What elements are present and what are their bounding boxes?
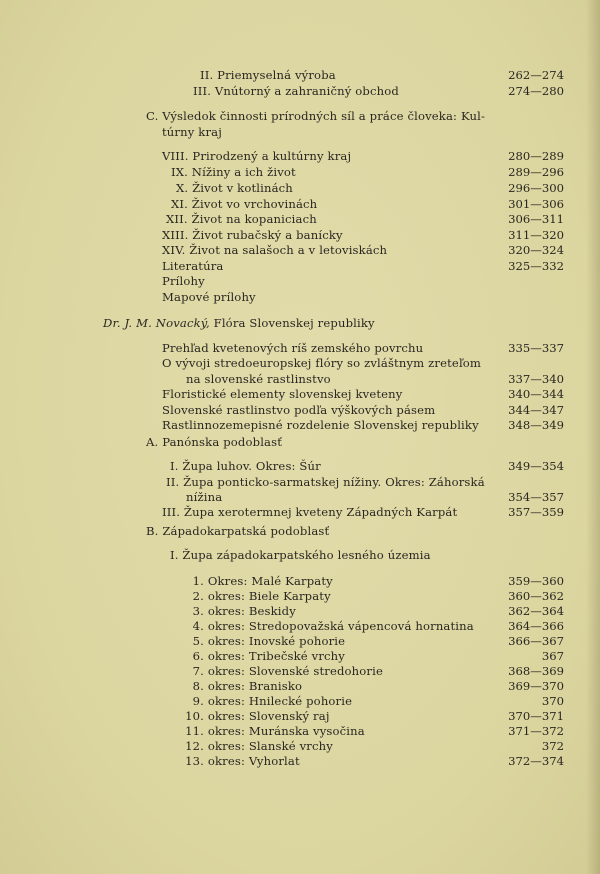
toc-entry-pages: 311—320	[508, 228, 564, 242]
toc-subsection-heading: I. Župa západokarpatského lesného územia	[170, 548, 431, 562]
district-name: okres: Slovenský raj	[207, 709, 330, 723]
district-number: 13.	[185, 754, 204, 768]
district-pages: 367	[541, 649, 564, 663]
toc-entry-pages: 349—354	[508, 459, 564, 473]
toc-entry-text: Prílohy	[162, 274, 205, 288]
district-name: okres: Tribečské vrchy	[207, 649, 345, 663]
district-row	[176, 709, 330, 723]
district-number: 2.	[192, 589, 204, 603]
district-pages: 372	[541, 739, 564, 753]
toc-entry-pages: 296—300	[508, 181, 564, 195]
toc-entry-text: VIII. Prirodzený a kultúrny kraj	[162, 149, 352, 163]
district-pages: 362—364	[508, 604, 564, 618]
district-name: okres: Vyhorlat	[207, 754, 300, 768]
toc-entry-text: Rastlinnozemepisné rozdelenie Slovenskej republiky	[162, 418, 479, 432]
district-number: 7.	[192, 664, 204, 678]
district-pages: 371—372	[508, 724, 564, 738]
toc-entry-text: X. Život v kotlinách	[176, 181, 293, 195]
district-number: 9.	[192, 694, 204, 708]
district-row	[176, 589, 331, 603]
district-number: 6.	[192, 649, 204, 663]
district-row	[176, 604, 296, 618]
toc-entry-pages: 274—280	[508, 84, 564, 98]
district-name: okres: Slanské vrchy	[207, 739, 333, 753]
toc-author-heading	[103, 316, 375, 330]
toc-entry-text: XII. Život na kopaniciach	[166, 212, 317, 226]
toc-entry-pages: 357—359	[508, 505, 564, 519]
toc-entry-pages: 348—349	[508, 418, 564, 432]
toc-entry-text: I. Župa luhov. Okres: Šúr	[170, 459, 321, 473]
toc-entry-pages: 262—274	[508, 68, 564, 82]
district-pages: 359—360	[508, 574, 564, 588]
toc-entry-pages: 325—332	[508, 259, 564, 273]
toc-entry-text-cont: na slovenské rastlinstvo	[186, 372, 331, 386]
district-name: okres: Biele Karpaty	[207, 589, 331, 603]
district-number: 11.	[185, 724, 204, 738]
district-pages: 368—369	[508, 664, 564, 678]
toc-entry-text: Mapové prílohy	[162, 290, 256, 304]
district-name: okres: Slovenské stredohorie	[207, 664, 383, 678]
toc-section-heading: A. Panónska podoblasť	[146, 435, 283, 449]
district-number: 1.	[192, 574, 204, 588]
district-name: okres: Branisko	[207, 679, 303, 693]
district-number: 3.	[192, 604, 204, 618]
district-row	[176, 574, 333, 588]
toc-entry-text: Slovenské rastlinstvo podľa výškových pásem	[162, 403, 436, 417]
district-row	[176, 754, 300, 768]
toc-entry-pages: 289—296	[508, 165, 564, 179]
district-pages: 364—366	[508, 619, 564, 633]
district-pages: 369—370	[508, 679, 564, 693]
district-number: 10.	[185, 709, 204, 723]
district-name: okres: Stredopovažská vápencová hornatina	[207, 619, 474, 633]
toc-entry-text: XI. Život vo vrchovinách	[171, 197, 318, 211]
district-name: Okres: Malé Karpaty	[207, 574, 333, 588]
district-name: okres: Inovské pohorie	[207, 634, 346, 648]
toc-entry-text: Prehľad kvetenových ríš zemského povrchu	[162, 341, 424, 355]
toc-entry-text-cont: nížina	[186, 490, 223, 504]
page-edge-shadow	[586, 0, 600, 874]
toc-entry-pages: 354—357	[508, 490, 564, 504]
district-pages: 372—374	[508, 754, 564, 768]
district-row	[176, 724, 365, 738]
toc-entry-text: XIV. Život na salašoch a v letoviskách	[162, 243, 388, 257]
district-pages: 366—367	[508, 634, 564, 648]
district-number: 5.	[192, 634, 204, 648]
toc-entry-pages: 306—311	[508, 212, 564, 226]
district-row	[176, 739, 333, 753]
district-row	[176, 619, 474, 633]
district-row	[176, 694, 352, 708]
district-number: 4.	[192, 619, 204, 633]
toc-entry-text: III. Vnútorný a zahraničný obchod	[193, 84, 399, 98]
toc-entry-text: Literatúra	[162, 259, 224, 273]
toc-entry-text: Floristické elementy slovenskej kveteny	[162, 387, 403, 401]
toc-entry-text: O vývoji stredoeuropskej flóry so zvláštnym zreteľom	[162, 356, 482, 370]
toc-entry-text: IX. Nížiny a ich život	[171, 165, 296, 179]
district-number: 12.	[185, 739, 204, 753]
toc-entry-text: II. Priemyselná výroba	[200, 68, 336, 82]
district-pages: 370	[541, 694, 564, 708]
toc-section-heading-cont: túrny kraj	[162, 125, 222, 139]
toc-entry-pages: 301—306	[508, 197, 564, 211]
toc-entry-pages: 320—324	[508, 243, 564, 257]
district-pages: 360—362	[508, 589, 564, 603]
toc-entry-pages: 340—344	[508, 387, 564, 401]
district-name: okres: Muránska vysočina	[207, 724, 365, 738]
work-title: Flóra Slovenskej republiky	[209, 316, 375, 330]
district-name: okres: Beskidy	[207, 604, 296, 618]
district-pages: 370—371	[508, 709, 564, 723]
toc-entry-text: III. Župa xerotermnej kveteny Západných Karpát	[162, 505, 458, 519]
district-number: 8.	[192, 679, 204, 693]
toc-entry-pages: 344—347	[508, 403, 564, 417]
toc-entry-text: XIII. Život rubačský a banícky	[162, 228, 343, 242]
author-name: Dr. J. M. Novacký,	[103, 316, 210, 330]
district-row	[176, 664, 383, 678]
toc-section-heading: B. Západokarpatská podoblasť	[146, 524, 330, 538]
toc-entry-text: II. Župa ponticko-sarmatskej nížiny. Okres: Záhorská	[166, 475, 485, 489]
district-row	[176, 634, 345, 648]
toc-entry-pages: 335—337	[508, 341, 564, 355]
toc-entry-pages: 280—289	[508, 149, 564, 163]
district-row	[176, 649, 345, 663]
toc-entry-pages: 337—340	[508, 372, 564, 386]
toc-section-heading: C. Výsledok činnosti prírodných síl a práce človeka: Kul-	[146, 109, 486, 123]
district-row	[176, 679, 302, 693]
district-name: okres: Hnilecké pohorie	[207, 694, 353, 708]
